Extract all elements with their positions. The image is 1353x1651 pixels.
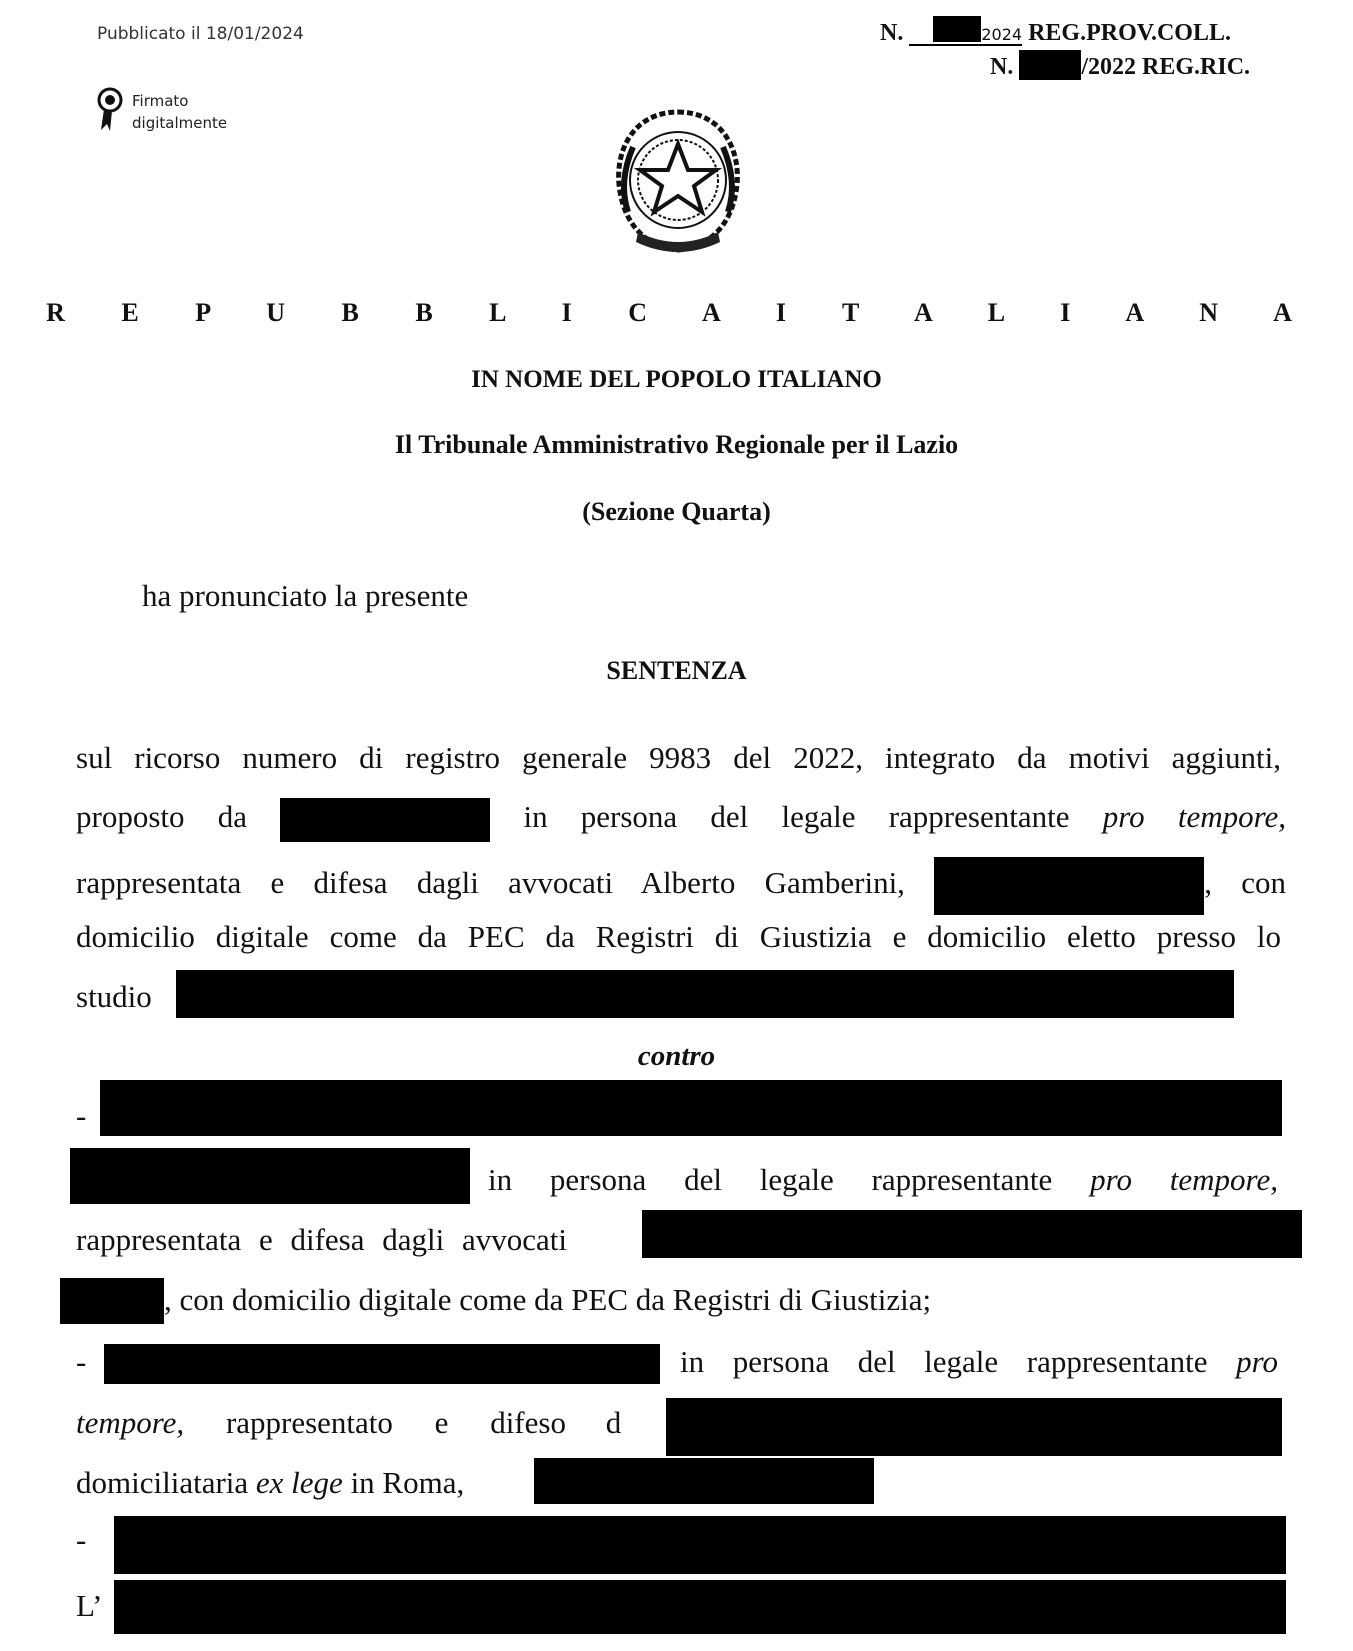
redaction bbox=[933, 16, 981, 42]
body-line-7: in persona del legale rappresentante pro tempore, bbox=[488, 1162, 1278, 1197]
redaction bbox=[280, 798, 490, 842]
body-line-1: sul ricorso numero di registro generale 9983 del 2022, integrato da motivi aggiunti, bbox=[76, 740, 1281, 775]
body-line-5: studio bbox=[76, 979, 152, 1014]
tribunale-heading: Il Tribunale Amministrativo Regionale per il Lazio bbox=[394, 430, 959, 459]
republic-heading: R E P U B B L I C A I T A L I A N A bbox=[46, 298, 1307, 327]
redaction bbox=[176, 970, 1234, 1018]
reg-ric: N. /2022 REG.RIC. bbox=[990, 50, 1250, 81]
redaction bbox=[70, 1148, 470, 1204]
redaction bbox=[642, 1210, 1302, 1258]
digital-signature-badge bbox=[96, 86, 236, 136]
reg-prov-coll: N. 2024 REG.PROV.COLL. bbox=[880, 16, 1231, 47]
redaction bbox=[1019, 50, 1081, 80]
body-line-8: rappresentata e difesa dagli avvocati bbox=[76, 1222, 567, 1257]
signature-label: Firmato digitalmente bbox=[132, 92, 228, 132]
body-line-2: proposto da in persona del legale rappresentante pro tempore, bbox=[76, 797, 1286, 842]
dash-3: - bbox=[76, 1522, 87, 1557]
body-line-14: L’ bbox=[76, 1588, 103, 1623]
contro-heading: contro bbox=[637, 1040, 716, 1072]
rosette-icon bbox=[96, 86, 126, 134]
sezione-heading: (Sezione Quarta) bbox=[582, 497, 771, 526]
redaction bbox=[934, 857, 1204, 915]
redaction bbox=[60, 1278, 164, 1324]
redaction bbox=[534, 1458, 874, 1504]
body-line-11: tempore, rappresentato e difeso d bbox=[76, 1405, 622, 1440]
dash-2: - bbox=[76, 1344, 87, 1379]
in-nome-heading: IN NOME DEL POPOLO ITALIANO bbox=[471, 366, 882, 393]
published-date: Pubblicato il 18/01/2024 bbox=[97, 24, 304, 44]
redaction bbox=[114, 1516, 1286, 1574]
redaction bbox=[100, 1080, 1282, 1136]
dash-1: - bbox=[76, 1098, 87, 1133]
pronunciato-text: ha pronunciato la presente bbox=[142, 578, 469, 613]
redaction bbox=[104, 1344, 660, 1384]
italian-republic-emblem bbox=[608, 102, 748, 262]
redaction bbox=[666, 1398, 1282, 1456]
body-line-10: in persona del legale rappresentante pro bbox=[680, 1344, 1278, 1379]
sentenza-heading: SENTENZA bbox=[606, 656, 747, 685]
body-line-9: , con domicilio digitale come da PEC da Registri di Giustizia; bbox=[164, 1282, 932, 1317]
redaction bbox=[114, 1580, 1286, 1634]
body-line-4: domicilio digitale come da PEC da Registri di Giustizia e domicilio eletto presso lo bbox=[76, 919, 1281, 954]
body-line-3: rappresentata e difesa dagli avvocati Alberto Gamberini, , con bbox=[76, 857, 1286, 915]
body-line-12: domiciliataria ex lege in Roma, bbox=[76, 1465, 465, 1500]
